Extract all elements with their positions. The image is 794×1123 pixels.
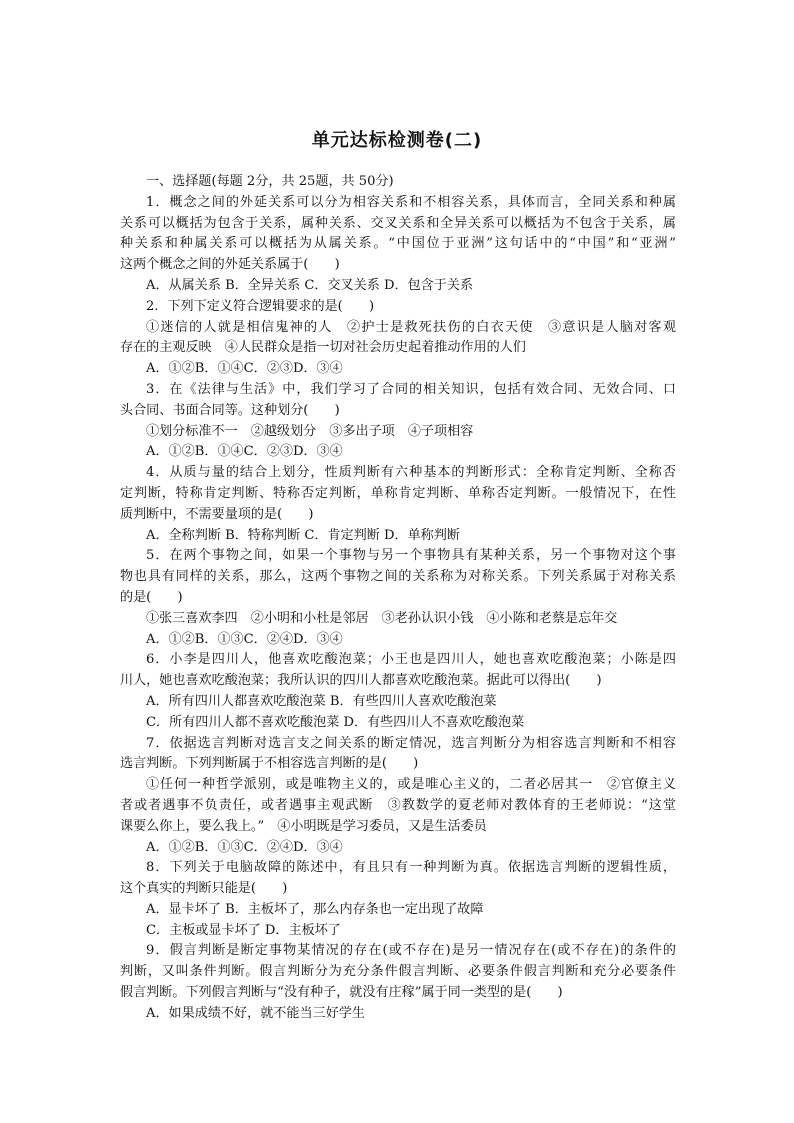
text-line: 1．概念之间的外延关系可以分为相容关系和不相容关系，具体而言，全同关系和种属 — [146, 194, 676, 210]
text-line: ①任何一种哲学派别，或是唯物主义的，或是唯心主义的，二者必居其一 ②官僚主义 — [146, 777, 676, 793]
text-line: 川人，她也喜欢吃酸泡菜；我所认识的四川人都喜欢吃酸泡菜。据此可以得出( ) — [120, 673, 602, 689]
text-line: 质判断中，不需要量项的是( ) — [120, 506, 314, 522]
text-line: A．显卡坏了 B．主板坏了，那么内存条也一定出现了故障 — [146, 901, 484, 917]
text-line: 5．在两个事物之间，如果一个事物与另一个事物具有某种关系，另一个事物对这个事 — [146, 548, 676, 564]
text-line: 7．依据选言判断对选言支之间关系的断定情况，选言判断分为相容选言判断和不相容 — [146, 735, 676, 751]
page-title: 单元达标检测卷(二) — [311, 130, 483, 151]
text-line: 一、选择题(每题 2分，共 25题，共 50分) — [146, 174, 394, 189]
text-line: 选言判断。下列判断属于不相容选言判断的是( ) — [120, 756, 419, 772]
text-line: C．主板或显卡坏了 D．主板坏了 — [146, 922, 341, 938]
text-line: 假言判断。下列假言判断与“没有种子，就没有庄稼”属于同一类型的是( ) — [120, 985, 563, 1001]
question-content — [120, 172, 676, 1025]
text-line: 存在的主观反映 ④人民群众是指一切对社会历史起着推动作用的人们 — [120, 340, 526, 356]
text-line: 9．假言判断是断定事物某情况的存在(或不存在)是另一情况存在(或不存在)的条件的 — [146, 943, 676, 959]
text-line: C．所有四川人都不喜欢吃酸泡菜 D．有些四川人不喜欢吃酸泡菜 — [146, 714, 525, 730]
text-line: 这两个概念之间的外延关系属于( ) — [120, 257, 340, 273]
text-line: 头合同、书面合同等。这种划分( ) — [120, 402, 340, 418]
text-line: 3．在《法律与生活》中，我们学习了合同的相关知识，包括有效合同、无效合同、口 — [146, 381, 676, 397]
text-line: A．①②B．①③C．②④D．③④ — [146, 839, 343, 855]
text-line: 课要么你上，要么我上。” ④小明既是学习委员，又是生活委员 — [120, 818, 487, 834]
text-line: 2．下列下定义符合逻辑要求的是( ) — [146, 298, 375, 314]
text-line: 定判断，特称肯定判断、特称否定判断，单称肯定判断、单称否定判断。一般情况下，在性 — [120, 485, 676, 501]
text-line: 6．小李是四川人，他喜欢吃酸泡菜；小王也是四川人，她也喜欢吃酸泡菜；小陈是四 — [146, 652, 676, 668]
text-line: 这个真实的判断只能是( ) — [120, 881, 288, 897]
text-line: 判断，又叫条件判断。假言判断分为充分条件假言判断、必要条件假言判断和充分必要条件 — [120, 964, 676, 980]
text-line: 关系可以概括为包含于关系，属种关系、交叉关系和全异关系可以概括为不包含于关系，属 — [120, 215, 676, 231]
text-line: A．①②B．①④C．②③D．③④ — [146, 361, 343, 377]
text-line: A．如果成绩不好，就不能当三好学生 — [146, 1005, 365, 1021]
text-line: A．全称判断 B．特称判断 C．肯定判断 D．单称判断 — [146, 527, 460, 543]
text-line: A．①②B．①③C．②④D．③④ — [146, 631, 343, 647]
text-line: A．从属关系 B．全异关系 C．交叉关系 D．包含于关系 — [146, 277, 474, 293]
text-line: 者或者遇事不负责任，或者遇事主观武断 ③教数学的夏老师对教体育的王老师说：“这堂 — [120, 797, 676, 813]
text-line: 物也具有同样的关系，那么，这两个事物之间的关系称为对称关系。下列关系属于对称关系 — [120, 569, 676, 585]
text-line: 4．从质与量的结合上划分，性质判断有六种基本的判断形式：全称肯定判断、全称否 — [146, 465, 676, 481]
text-line: A．所有四川人都喜欢吃酸泡菜 B．有些四川人喜欢吃酸泡菜 — [146, 693, 497, 709]
text-line: 的是( ) — [120, 589, 183, 605]
text-line: ①划分标准不一 ②越级划分 ③多出子项 ④子项相容 — [146, 423, 474, 439]
text-line: 种关系和种属关系可以概括为从属关系。“中国位于亚洲”这句话中的“中国”和“亚洲” — [120, 236, 676, 252]
text-line: A．①②B．①④C．②③D．③④ — [146, 444, 343, 460]
text-line: 8．下列关于电脑故障的陈述中，有且只有一种判断为真。依据选言判断的逻辑性质， — [146, 860, 676, 876]
text-line: ①迷信的人就是相信鬼神的人 ②护士是救死扶伤的白衣天使 ③意识是人脑对客观 — [146, 319, 676, 335]
text-line: ①张三喜欢李四 ②小明和小杜是邻居 ③老孙认识小钱 ④小陈和老蔡是忘年交 — [146, 610, 618, 626]
